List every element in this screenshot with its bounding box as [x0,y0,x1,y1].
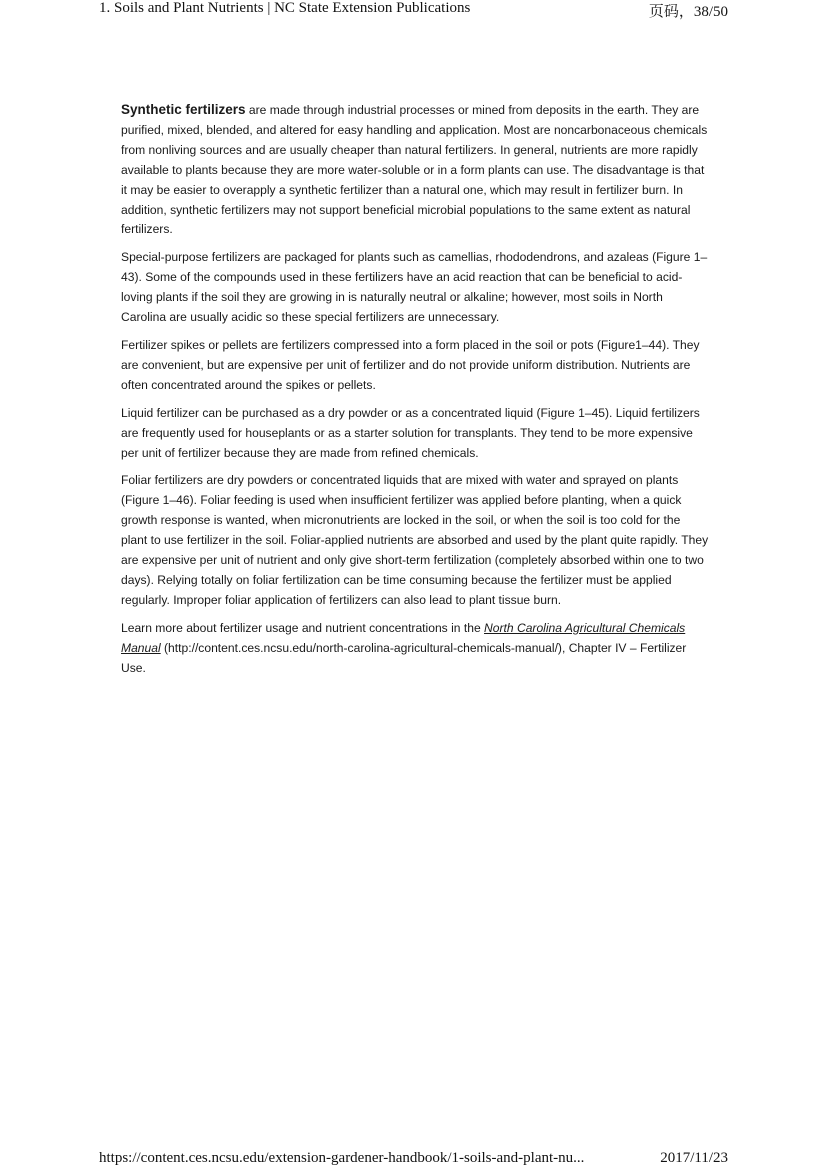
ag-chemicals-manual-link[interactable]: North Carolina Agricultural Chemicals Manual [121,620,686,655]
paragraph-special-purpose-fertilizers: Special-purpose fertilizers are packaged for plants such as camellias, rhododendrons, and azaleas (Figure 1–43). Some of the compounds used in these fertilizers have an acid reaction that can be beneficial to acid-loving plants if the soil they are growing in is naturally neutral or alkaline; however, most soils in North Carolina are usually acidic so these special fertilizers are unnecessary. [121,250,708,325]
manual-url-text: (http://content.ces.ncsu.edu/north-carolina-agricultural-chemicals-manual/) [160,640,562,655]
chapter-reference: , Chapter IV – Fertilizer Use. [121,640,687,675]
paragraph-learn-more [121,619,709,679]
paragraph-fertilizer-spikes: Fertilizer spikes or pellets are fertilizers compressed into a form placed in the soil or pots (Figure1–44). They are convenient, but are expensive per unit of fertilizer and do not provide uniform distribution. Nutrients are often concentrated around the spikes or pellets. [121,337,700,392]
term-synthetic-fertilizers: Synthetic fertilizers [121,102,246,117]
paragraph-foliar-fertilizers: Foliar fertilizers are dry powders or concentrated liquids that are mixed with water and sprayed on plants (Figure 1–46). Foliar feeding is used when insufficient fertilizer was applied before planting, when a quick growth response is wanted, when micronutrients are locked in the soil, or when the soil is too cold for the plant to use fertilizer in the soil. Foliar-applied nutrients are absorbed and used by the plant quite rapidly. They are expensive per unit of nutrient and only give short-term fertilization (completely absorbed within one to two days). Relying totally on foliar fertilization can be time consuming because the fertilizer must be applied regularly. Improper foliar application of fertilizers can also lead to plant tissue burn. [121,473,709,607]
paragraph-text: are made through industrial processes or mined from deposits in the earth. They are purified, mixed, blended, and altered for easy handling and application. Most are noncarbonaceous chemicals from nonliving sources and are usually cheaper than natural fertilizers. In general, nutrients are more rapidly available to plants because they are more water-soluble or in a form plants can use. The disadvantage is that it may be easier to overapply a synthetic fertilizer than a natural one, which may result in fertilizer burn. In addition, synthetic fertilizers may not support beneficial microbial populations to the same extent as natural fertilizers. [121,103,708,237]
page-number-indicator: 页码，38/50 [648,4,728,20]
page-footer-url: https://content.ces.ncsu.edu/extension-gardener-handbook/1-soils-and-plant-nu... [99,1150,585,1166]
page-footer-date: 2017/11/23 [660,1150,728,1166]
page-header-title: 1. Soils and Plant Nutrients | NC State Extension Publications [99,0,471,16]
paragraph-liquid-fertilizer: Liquid fertilizer can be purchased as a dry powder or as a concentrated liquid (Figure 1–45). Liquid fertilizers are frequently used for houseplants or as a starter solution for transplants. They tend to be more expensive per unit of fertilizer because they are made from refined chemicals. [121,405,700,460]
paragraph-synthetic-fertilizers [121,100,709,240]
learn-more-text: Learn more about fertilizer usage and nutrient concentrations in the [121,620,485,635]
article-body [121,100,709,686]
